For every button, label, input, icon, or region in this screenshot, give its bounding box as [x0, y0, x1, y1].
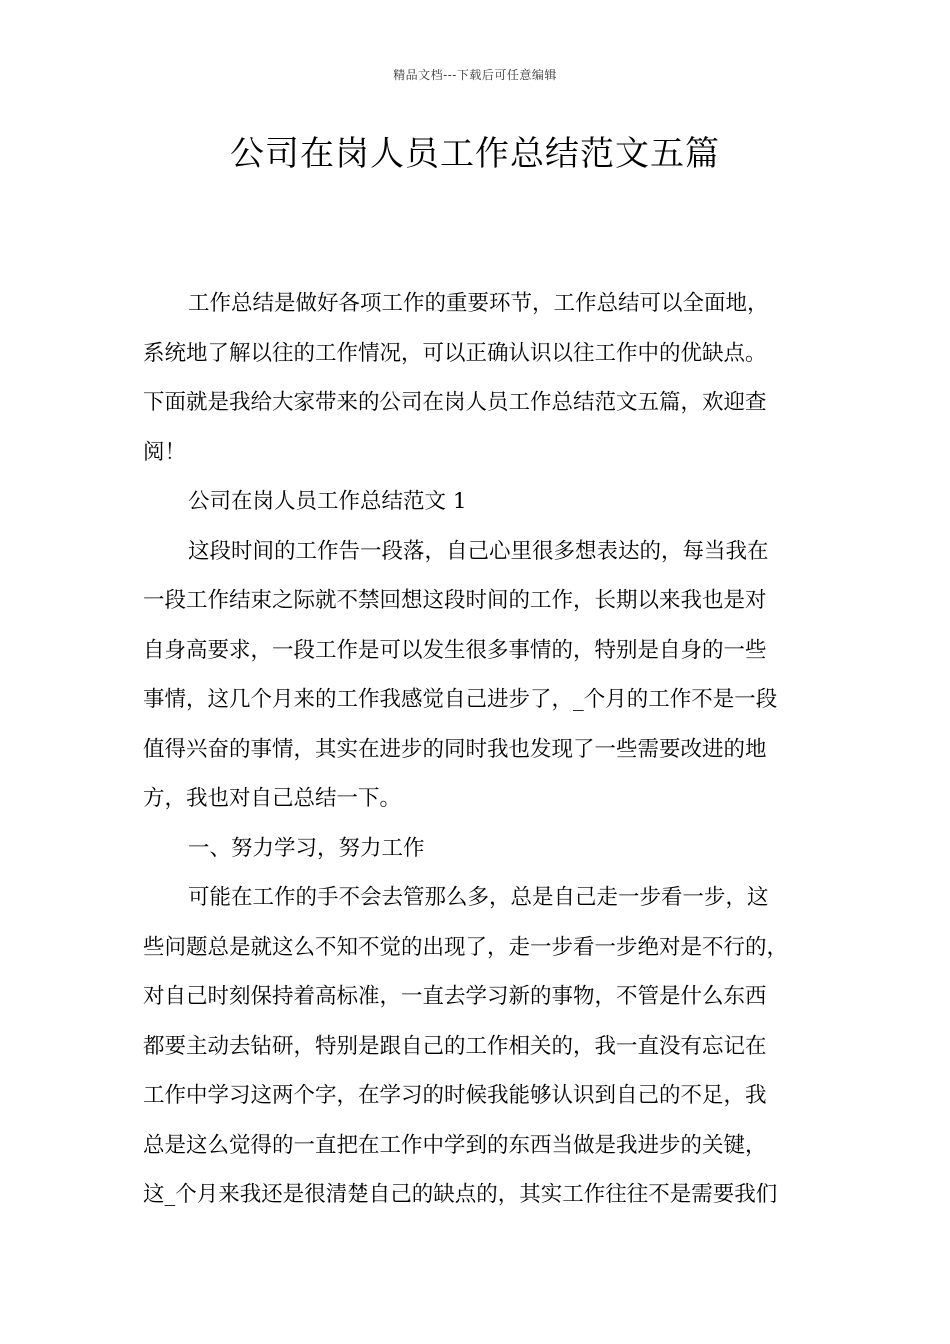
body-text	[143, 279, 823, 1220]
paragraph-line: 自身高要求，一段工作是可以发生很多事情的，特别是自身的一些	[143, 637, 767, 663]
paragraph-line: 可能在工作的手不会去管那么多，总是自己走一步看一步，这	[188, 885, 769, 910]
paragraph-line: 工作总结是做好各项工作的重要环节，工作总结可以全面地，	[188, 291, 769, 316]
section-heading: 公司在岗人员工作总结范文 1	[188, 489, 467, 514]
paragraph-line: 工作中学习这两个字，在学习的时候我能够认识到自己的不足，我	[143, 1083, 767, 1108]
paragraph-line: 对自己时刻保持着高标准，一直去学习新的事物，不管是什么东西	[143, 984, 767, 1009]
paragraph-line: 一段工作结束之际就不禁回想这段时间的工作，长期以来我也是对	[143, 588, 767, 613]
paragraph-line: 阅！	[143, 439, 187, 465]
document-title: 公司在岗人员工作总结范文五篇	[230, 134, 720, 174]
header-note: 精品文档---下载后可任意编辑	[393, 68, 557, 82]
paragraph-line: 这段时间的工作告一段落，自己心里很多想表达的，每当我在	[188, 538, 769, 564]
paragraph-line: 都要主动去钻研，特别是跟自己的工作相关的，我一直没有忘记在	[143, 1033, 767, 1059]
paragraph-line: 总是这么觉得的一直把在工作中学到的东西当做是我进步的关键，	[143, 1132, 767, 1158]
paragraph-line: 下面就是我给大家带来的公司在岗人员工作总结范文五篇，欢迎查	[143, 390, 767, 415]
paragraph-line: 系统地了解以往的工作情况，可以正确认识以往工作中的优缺点。	[143, 340, 767, 366]
paragraph-line: 值得兴奋的事情，其实在进步的同时我也发现了一些需要改进的地	[143, 736, 767, 762]
paragraph-line: 事情，这几个月来的工作我感觉自己进步了，_个月的工作不是一段	[143, 687, 778, 712]
section-heading: 一、努力学习，努力工作	[188, 835, 425, 861]
paragraph-line: 些问题总是就这么不知不觉的出现了，走一步看一步绝对是不行的，	[143, 934, 789, 960]
paragraph-line: 这_个月来我还是很清楚自己的缺点的，其实工作往往不是需要我们	[143, 1182, 778, 1207]
paragraph-line: 方，我也对自己总结一下。	[143, 786, 402, 811]
